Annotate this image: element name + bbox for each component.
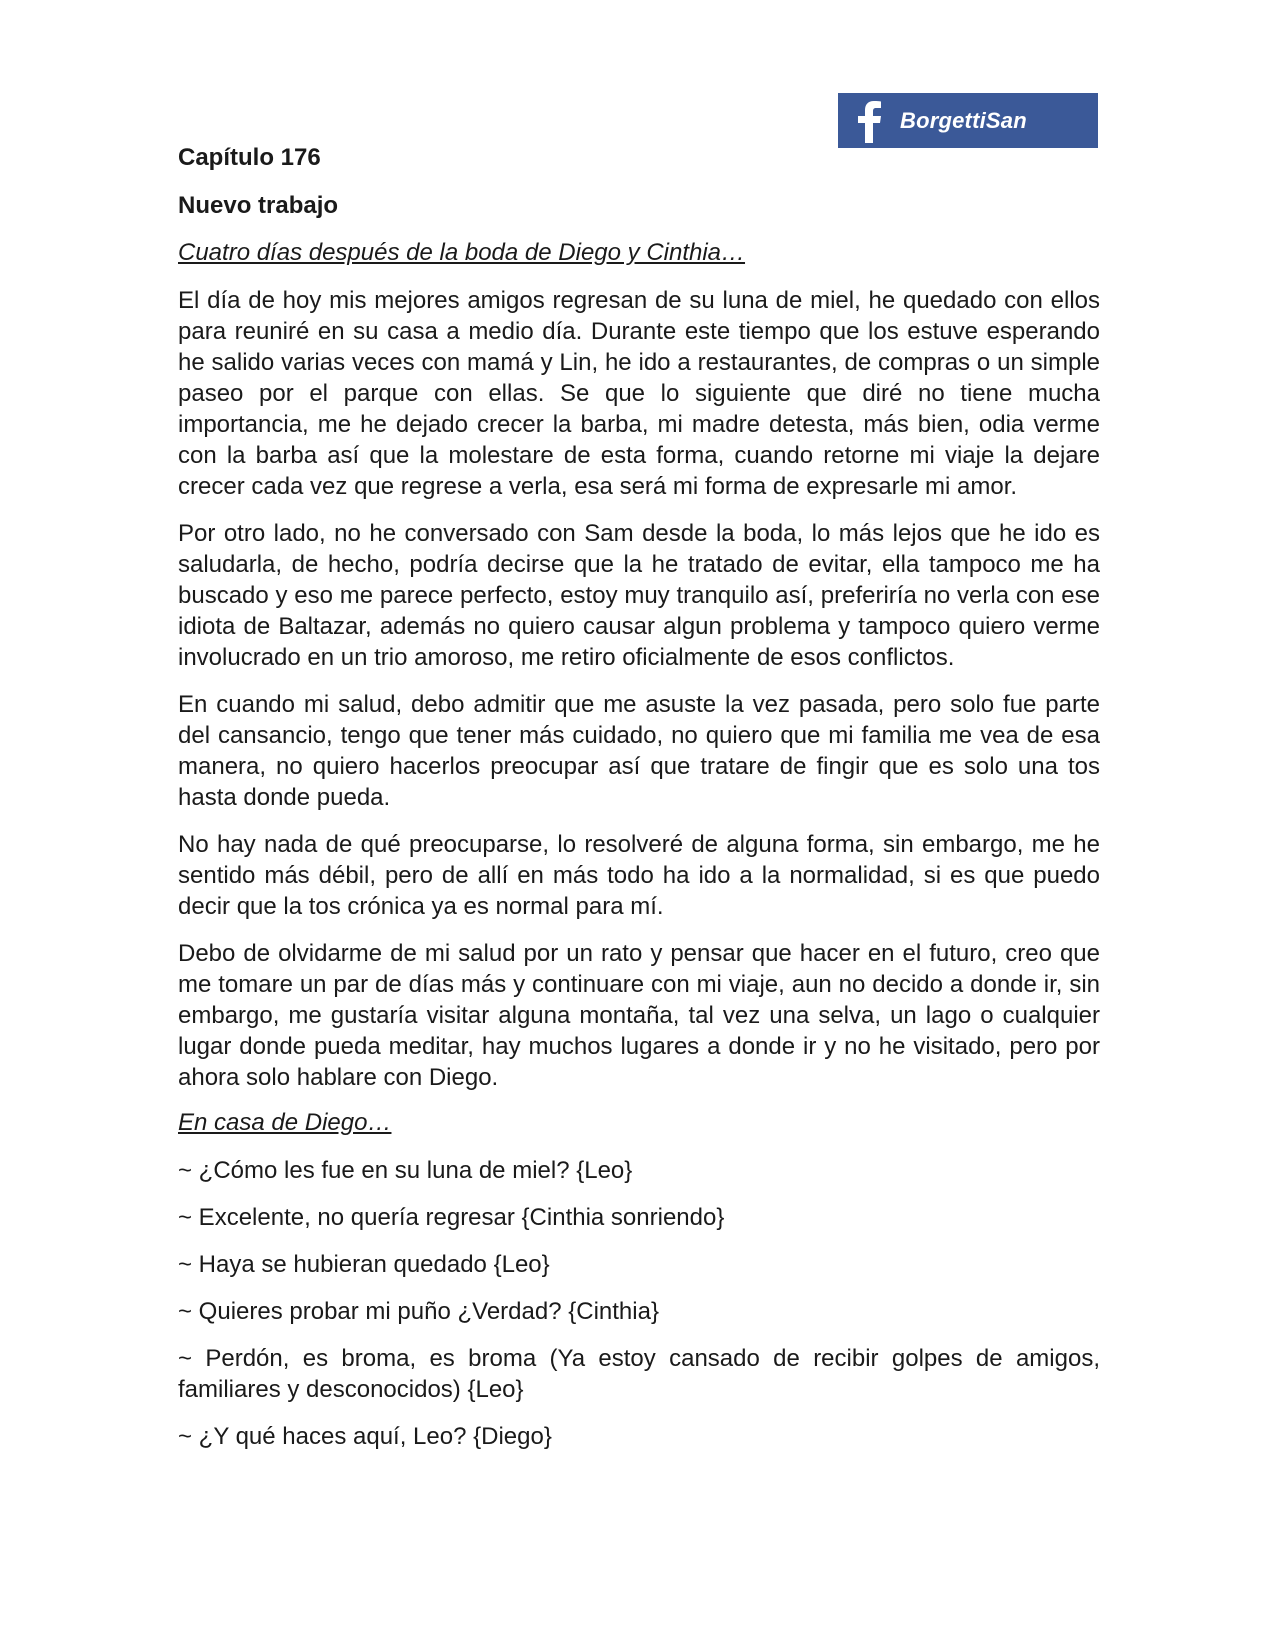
facebook-badge[interactable] [838,93,1098,148]
scene-heading: Cuatro días después de la boda de Diego y Cinthia… [178,239,746,266]
dialogue-line: ~ Perdón, es broma, es broma (Ya estoy cansado de recibir golpes de amigos, familiares y desconocidos) {Leo} [178,1345,1100,1403]
dialogue-line: ~ Quieres probar mi puño ¿Verdad? {Cinthia} [178,1298,659,1325]
paragraph: En cuando mi salud, debo admitir que me asuste la vez pasada, pero solo fue parte del cansancio, tengo que tener más cuidado, no quiero que mi familia me vea de esa manera, no quiero hacerlos preocupar así que tratare de fingir que es solo una tos hasta donde pueda. [178,691,1100,811]
badge-name: BorgettiSan [900,107,1027,133]
dialogue-line: ~ ¿Cómo les fue en su luna de miel? {Leo} [178,1157,633,1184]
dialogue-line: ~ Excelente, no quería regresar {Cinthia sonriendo} [178,1204,725,1231]
dialogue-line: ~ ¿Y qué haces aquí, Leo? {Diego} [178,1423,552,1450]
chapter-number: Capítulo 176 [178,144,321,171]
paragraph: Por otro lado, no he conversado con Sam desde la boda, lo más lejos que he ido es saludarla, de hecho, podría decirse que la he tratado de evitar, ella tampoco me ha buscado y eso me parece perfecto, estoy muy tranquilo así, preferiría no verla con ese idiota de Baltazar, además no quiero causar algun problema y tampoco quiero verme involucrado en un trio amoroso, me retiro oficialmente de esos conflictos. [178,520,1100,671]
paragraph: El día de hoy mis mejores amigos regresan de su luna de miel, he quedado con ellos para reuniré en su casa a medio día. Durante este tiempo que los estuve esperando he salido varias veces con mamá y Lin, he ido a restaurantes, de compras o un simple paseo por el parque con ellas. Se que lo siguiente que diré no tiene mucha importancia, me he dejado crecer la barba, mi madre detesta, más bien, odia verme con la barba así que la molestare de esta forma, cuando retorne mi viaje la dejare crecer cada vez que regrese a verla, esa será mi forma de expresarle mi amor. [178,287,1100,500]
facebook-icon [838,93,884,148]
scene-heading: En casa de Diego… [178,1109,392,1136]
paragraph: Debo de olvidarme de mi salud por un rato y pensar que hacer en el futuro, creo que me tomare un par de días más y continuare con mi viaje, aun no decido a donde ir, sin embargo, me gustaría visitar alguna montaña, tal vez una selva, un lago o cualquier lugar donde pueda meditar, hay muchos lugares a donde ir y no he visitado, pero por ahora solo hablare con Diego. [178,940,1100,1091]
chapter-content [178,144,1100,1468]
dialogue-line: ~ Haya se hubieran quedado {Leo} [178,1251,550,1278]
chapter-title: Nuevo trabajo [178,192,339,219]
paragraph: No hay nada de qué preocuparse, lo resolveré de alguna forma, sin embargo, me he sentido más débil, pero de allí en más todo ha ido a la normalidad, si es que puedo decir que la tos crónica ya es normal para mí. [178,831,1100,920]
